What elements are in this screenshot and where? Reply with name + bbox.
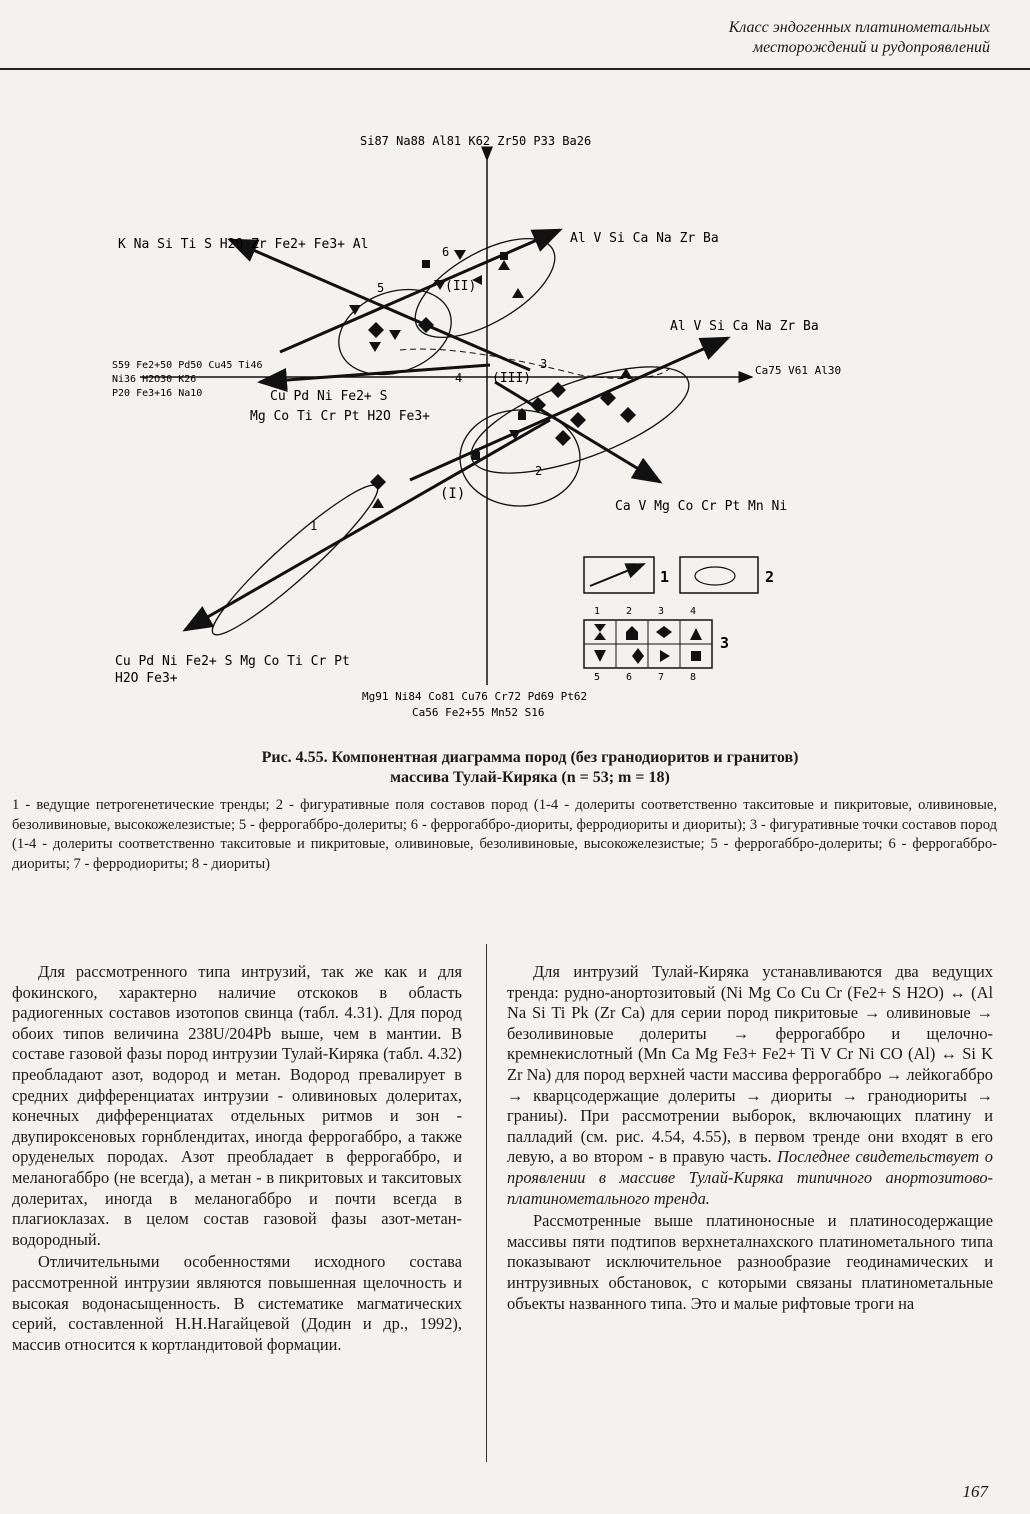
svg-text:1: 1 bbox=[594, 606, 601, 617]
right-paragraph-1 bbox=[507, 962, 993, 1209]
left-paragraph-2: Отличительными особенностями исходного состава рассмотренной интрузии являются повышенная щелочность и высокая водонасыщенность. В систематике магматических серий, составленной Н.Н.Нагайцевой (Додин и др., 1992), массив относится к кортландитовой формации. bbox=[12, 1252, 462, 1354]
axis-left-label-2: Ni36 H2O30 K26 bbox=[112, 374, 197, 385]
axis-right-label: Ca75 V61 Al30 bbox=[755, 364, 842, 377]
vector-label-mid-left-2: Mg Co Ti Cr Pt H2O Fe3+ bbox=[250, 409, 431, 424]
figure-caption bbox=[80, 748, 980, 788]
running-head-line-2: месторождений и рудопроявлений bbox=[752, 39, 990, 56]
vector-label-lower-left-2: H2O Fe3+ bbox=[115, 671, 178, 686]
legend-number-3: 3 bbox=[720, 634, 730, 652]
vector-label-upper-left: K Na Si Ti S H2O Zr Fe2+ Fe3+ Al bbox=[118, 237, 369, 252]
vector-label-lower-left-1: Cu Pd Ni Fe2+ S Mg Co Ti Cr Pt bbox=[115, 654, 350, 669]
column-divider bbox=[486, 944, 487, 1462]
figure-caption-line-2: массива Тулай-Киряка (n = 53; m = 18) bbox=[390, 769, 670, 786]
left-paragraph-1: Для рассмотренного типа интрузий, так же как и для фокинского, характерно наличие отскоков в область радиогенных составов изотопов свинца (табл. 4.31). Для пород обоих типов величина 238U/204Pb выше, чем в мантии. В составе газовой фазы пород интрузии Тулай-Киряка (табл. 4.32) преобладают азот, водород и метан. Водород превалирует в средних дифференциатах интрузии - оливиновых долеритах, конечных дифференциатах отдельных ритмов и зон - двупироксеновых горнблендитах, иногда феррогаббро, а также оруденелых породах. Азот преобладает в феррогаббро, и меланогаббро (не всегда), а метан - в пикритовых и такситовых долеритах, иногда в меланогаббро и почти всегда в плагиоклазах. в целом состав газовой фазы азот-метан-водородный. bbox=[12, 962, 462, 1249]
figure-legend: 1 - ведущие петрогенетические тренды; 2 - фигуративные поля составов пород (1-4 - долериты соответственно такситовые и пикритовые, оливиновые, безоливиновые, высокожелезистые; 5 - феррогаббро-долериты; 6 - феррогаббро-диориты, ферродиориты и диориты); 3 - фигуративные точки составов пород (1-4 - долериты соответственно такситовые и пикритовые, оливиновые, безоливиновые, высокожелезистые; 5 - феррогаббро-долериты; 6 - феррогаббро-диориты; 7 - ферродиориты; 8 - диориты) bbox=[12, 797, 997, 872]
right-paragraph-2: Рассмотренные выше платиноносные и платиносодержащие массивы пяти подтипов верхнеталнахского платинометального типа показывают исключительное разнообразие геодинамических и интрузивных обстановок, с которыми связаны платинометальные объекты названного типа. Это и малые рифтовые троги на bbox=[507, 1211, 993, 1313]
svg-text:5: 5 bbox=[594, 672, 601, 683]
axis-bottom-label-2: Ca56 Fe2+55 Mn52 S16 bbox=[412, 706, 545, 719]
legend-boxes bbox=[584, 557, 774, 683]
svg-text:8: 8 bbox=[690, 672, 697, 683]
right-column bbox=[507, 962, 993, 1316]
right-paragraph-1-text: Для интрузий Тулай-Киряка устанавливаются два ведущих тренда: рудно-анортозитовый (Ni Mg Co Cu Cr (Fe2+ S H2O) ↔ (Al Na Si Ti Pk (Zr Ca) для серии пород пикритовые → оливиновые → безоливиновые долериты → феррогаббро и щелочно-кремнекислотный (Mn Ca Mg Fe3+ Fe2+ Ti V Cr Ni CO (Al) ↔ Si K Zr Na) для пород верхней части массива феррогаббро → лейкогаббро → кварцсодержащие долериты → диориты → гранодиориты → граниы). При рассмотрении выборок, включающих платину и палладий (см. рис. 4.54, 4.55), в первом тренде они входят в его левую, а во втором - в правую часть. bbox=[507, 962, 993, 1167]
legend-number-1: 1 bbox=[660, 568, 670, 586]
field-1 bbox=[201, 473, 389, 647]
svg-text:4: 4 bbox=[690, 606, 697, 617]
svg-text:2: 2 bbox=[626, 606, 633, 617]
component-diagram bbox=[100, 120, 842, 735]
trend-lower-left bbox=[185, 420, 550, 630]
running-head bbox=[470, 18, 990, 58]
field-number-6: 6 bbox=[442, 245, 450, 259]
vector-label-mid-right: Al V Si Ca Na Zr Ba bbox=[670, 319, 819, 334]
vector-label-mid-left-1: Cu Pd Ni Fe2+ S bbox=[270, 389, 388, 404]
vector-label-lower-right: Ca V Mg Co Cr Pt Mn Ni bbox=[615, 499, 788, 514]
svg-text:6: 6 bbox=[626, 672, 633, 683]
figure-caption-line-1: Рис. 4.55. Компонентная диаграмма пород (без гранодиоритов и гранитов) bbox=[261, 749, 799, 766]
legend-number-2: 2 bbox=[765, 568, 775, 586]
right-paragraph-1-italic: Последнее свидетельствует о проявлении в массиве Тулай-Киряка типичного анортозитово-платинометального тренда. bbox=[507, 1147, 993, 1208]
axis-top-label: Si87 Na88 Al81 K62 Zr50 P33 Ba26 bbox=[360, 134, 592, 148]
vector-label-upper-right: Al V Si Ca Na Zr Ba bbox=[570, 231, 719, 246]
axis-bottom-label-1: Mg91 Ni84 Co81 Cu76 Cr72 Pd69 Pt62 bbox=[362, 690, 588, 703]
trend-mid-right bbox=[410, 338, 728, 480]
field-number-4: 4 bbox=[455, 371, 463, 385]
trend-upper-left bbox=[230, 240, 530, 370]
field-number-5: 5 bbox=[377, 281, 385, 295]
field-number-2: 2 bbox=[535, 464, 543, 478]
trend-label-I: (I) bbox=[440, 486, 466, 502]
trend-label-III: (III) bbox=[492, 371, 532, 386]
running-head-line-1: Класс эндогенных платинометальных bbox=[728, 19, 990, 36]
axis-left-label-3: P20 Fe3+16 Na10 bbox=[112, 388, 203, 399]
page-number: 167 bbox=[962, 1482, 988, 1501]
field-number-1: 1 bbox=[310, 519, 318, 533]
axis-left-label-1: S59 Fe2+50 Pd50 Cu45 Ti46 bbox=[112, 360, 263, 371]
svg-text:7: 7 bbox=[658, 672, 665, 683]
svg-text:3: 3 bbox=[658, 606, 665, 617]
field-number-3: 3 bbox=[540, 357, 548, 371]
left-column bbox=[12, 962, 462, 1357]
header-rule bbox=[0, 68, 1030, 70]
trend-label-II: (II) bbox=[445, 279, 477, 294]
